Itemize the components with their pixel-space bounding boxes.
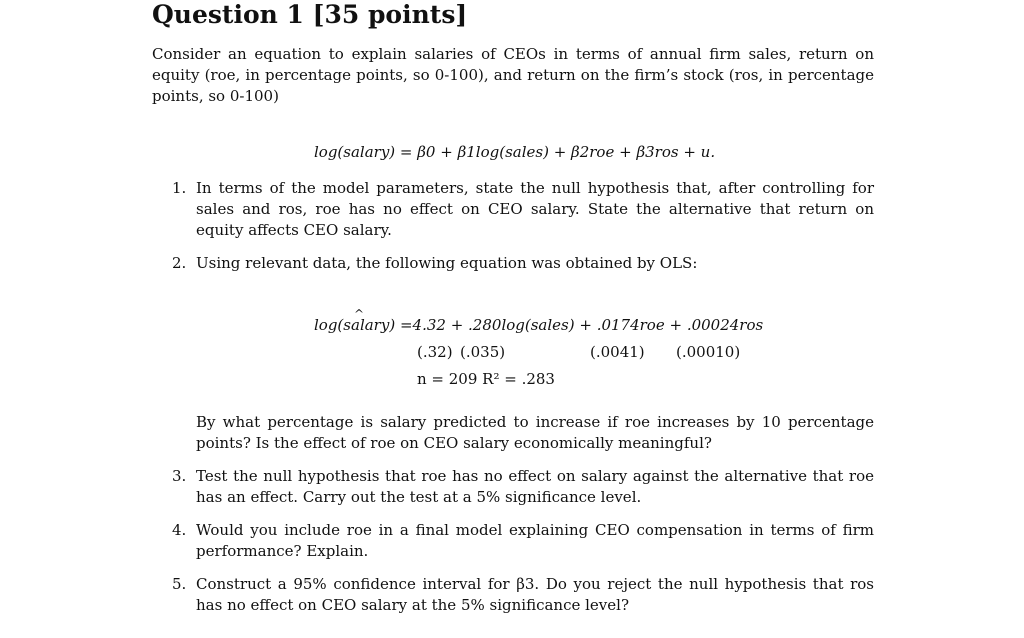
- item-number: 4.: [172, 521, 187, 539]
- item-number: 2.: [172, 254, 187, 272]
- question-item-5: [172, 574, 874, 616]
- question-title: Question 1 [35 points]: [152, 0, 468, 29]
- item-text: Using relevant data, the following equation was obtained by OLS:: [196, 254, 698, 272]
- item-text: Test the null hypothesis that roe has no effect on salary against the alternative that roe has an effect. Carry out the test at a 5% significance level.: [196, 467, 874, 506]
- model-equation-text: log(salary) = β0 + β1log(sales) + β2roe + β3ros + u.: [314, 143, 716, 161]
- item-number: 5.: [172, 575, 187, 593]
- se-intercept: (.32): [417, 343, 453, 361]
- question-item-2: [172, 253, 874, 274]
- intro-paragraph: Consider an equation to explain salaries of CEOs in terms of annual firm sales, return on equity (roe, in percentage points, so 0-100), and return on the firm’s stock (ros, in percentage points, so 0-100): [152, 45, 874, 105]
- question-item-4: [172, 520, 874, 562]
- regression-rhs: =4.32 + .280log(sales) + .0174roe + .00024ros: [399, 316, 764, 334]
- regression-lhs: log(sa ^lary): [314, 316, 395, 334]
- se-log-sales: (.035): [460, 343, 506, 361]
- question-item-1: [172, 178, 874, 241]
- model-equation: [314, 143, 715, 161]
- regression-equation: [314, 316, 763, 334]
- se-roe: (.0041): [590, 343, 645, 361]
- se-ros: (.00010): [676, 343, 741, 361]
- item-text: Construct a 95% confidence interval for β3. Do you reject the null hypothesis that ros has no effect on CEO salary at the 5% significance level?: [196, 575, 874, 614]
- item-text: Would you include roe in a final model explaining CEO compensation in terms of firm performance? Explain.: [196, 521, 874, 560]
- item-2-followup: By what percentage is salary predicted to increase if roe increases by 10 percentage points? Is the effect of roe on CEO salary economically meaningful?: [196, 413, 874, 452]
- item-number: 3.: [172, 467, 187, 485]
- item-number: 1.: [172, 179, 187, 197]
- item-text: In terms of the model parameters, state the null hypothesis that, after controlling for sales and ros, roe has no effect on CEO salary. State the alternative that return on equity affects CEO salary.: [196, 179, 874, 239]
- question-item-3: [172, 466, 874, 508]
- regression-stats: n = 209 R² = .283: [417, 370, 555, 388]
